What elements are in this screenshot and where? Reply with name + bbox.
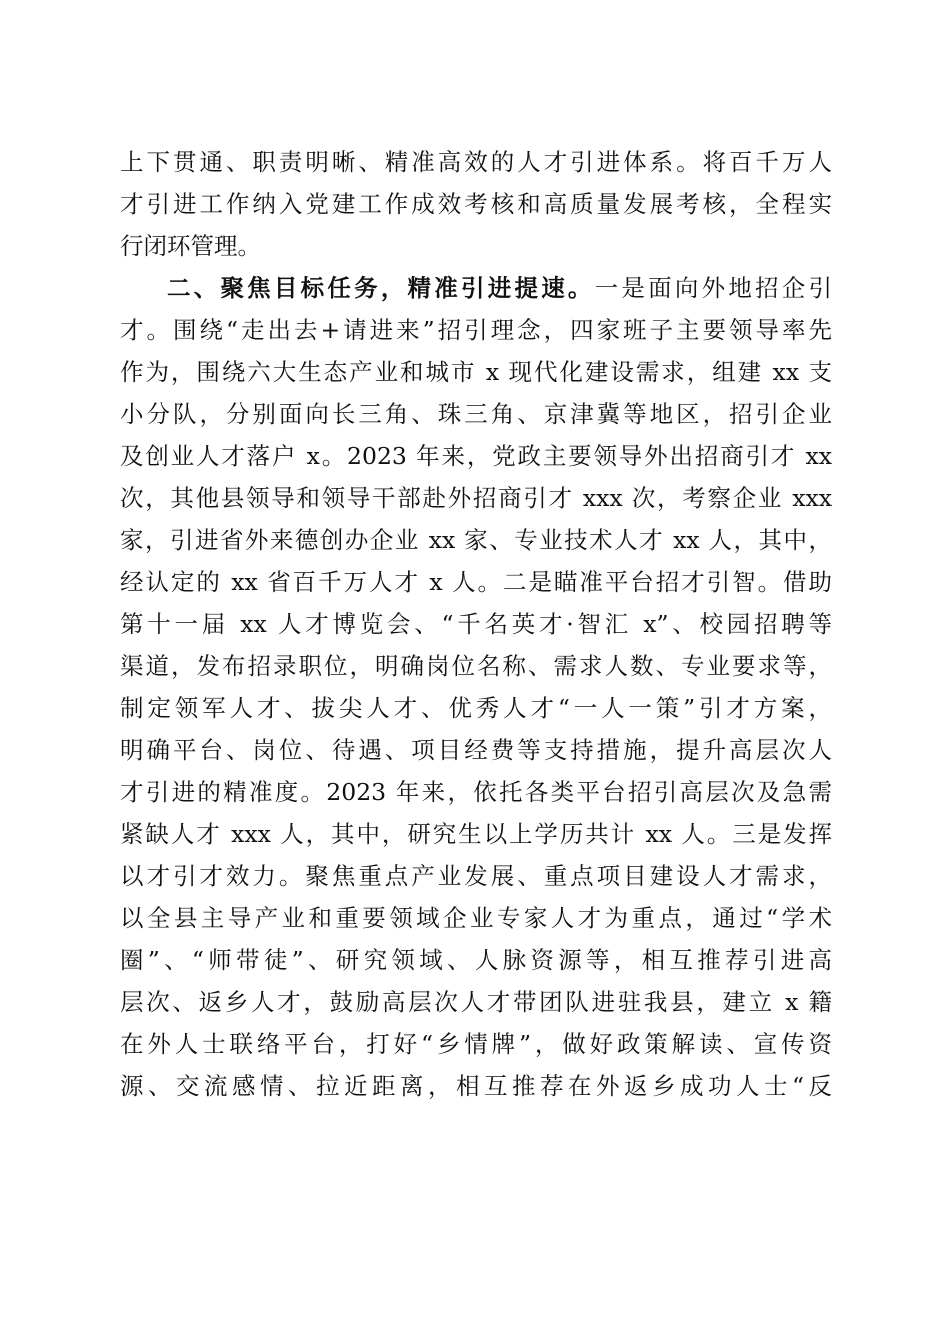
text-line: 层次、返乡人才，鼓励高层次人才带团队进驻我县，建立 x 籍 — [120, 988, 832, 1016]
text-line: 在外人士联络平台，打好“乡情牌”，做好政策解读、宣传资 — [120, 1030, 832, 1058]
text-line: 第十一届 xx 人才博览会、“千名英才·智汇 x”、校园招聘等 — [120, 610, 832, 638]
text-line-rest: 一是面向外地招企引 — [594, 274, 832, 302]
text-line: 明确平台、岗位、待遇、项目经费等支持措施，提升高层次人 — [120, 736, 832, 764]
section-heading: 二、聚焦目标任务，精准引进提速。 — [167, 274, 595, 302]
text-line: 圈”、“师带徒”、研究领域、人脉资源等，相互推荐引进高 — [120, 946, 832, 974]
text-line: 才。围绕“走出去+请进来”招引理念，四家班子主要领导率先 — [120, 316, 832, 344]
text-line: 家，引进省外来德创办企业 xx 家、专业技术人才 xx 人，其中， — [120, 526, 832, 554]
text-line: 制定领军人才、拔尖人才、优秀人才“一人一策”引才方案， — [120, 694, 832, 722]
text-line: 小分队，分别面向长三角、珠三角、京津冀等地区，招引企业 — [120, 400, 832, 428]
text-line: 经认定的 xx 省百千万人才 x 人。二是瞄准平台招才引智。借助 — [120, 568, 832, 596]
text-line: 行闭环管理。 — [120, 232, 261, 260]
document-body — [120, 141, 832, 1107]
text-line: 上下贯通、职责明晰、精准高效的人才引进体系。将百千万人 — [120, 148, 832, 176]
text-line: 才引进的精准度。2023 年来，依托各类平台招引高层次及急需 — [120, 778, 832, 806]
text-line: 源、交流感情、拉近距离，相互推荐在外返乡成功人士“反 — [120, 1072, 832, 1100]
text-line: 及创业人才落户 x。2023 年来，党政主要领导外出招商引才 xx — [120, 442, 832, 470]
text-line: 以全县主导产业和重要领域企业专家人才为重点，通过“学术 — [120, 904, 832, 932]
text-line: 紧缺人才 xxx 人，其中，研究生以上学历共计 xx 人。三是发挥 — [120, 820, 832, 848]
text-line: 才引进工作纳入党建工作成效考核和高质量发展考核，全程实 — [120, 190, 832, 218]
text-line: 渠道，发布招录职位，明确岗位名称、需求人数、专业要求等， — [120, 652, 832, 680]
text-line: 以才引才效力。聚焦重点产业发展、重点项目建设人才需求， — [120, 862, 832, 890]
text-line: 次，其他县领导和领导干部赴外招商引才 xxx 次，考察企业 xxx — [120, 484, 832, 512]
text-line: 作为，围绕六大生态产业和城市 x 现代化建设需求，组建 xx 支 — [120, 358, 832, 386]
section-heading-line — [120, 267, 832, 309]
